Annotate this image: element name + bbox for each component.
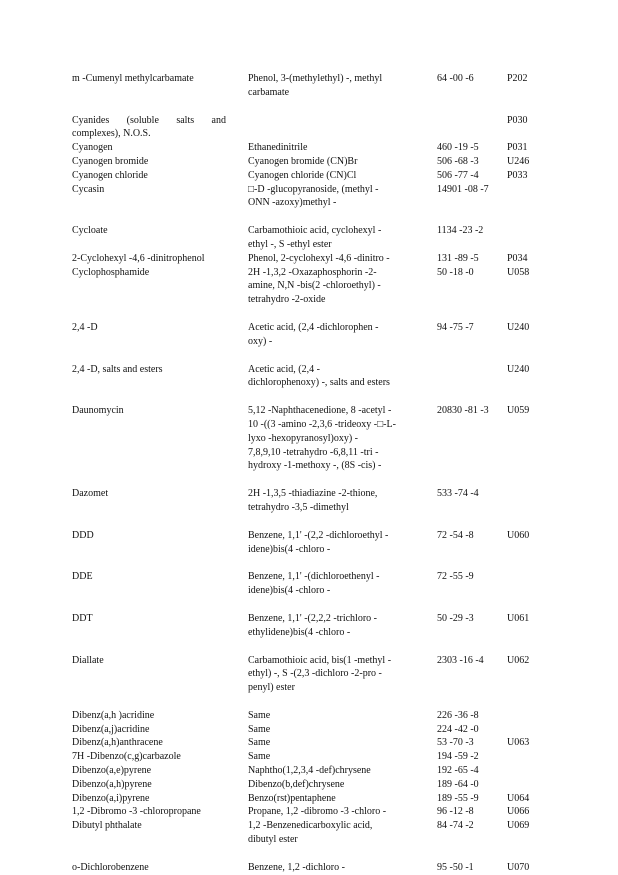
table-row bbox=[72, 487, 552, 515]
cas-number-cell: 95 -50 -1 bbox=[437, 861, 474, 873]
waste-code-cell: U064 bbox=[507, 792, 530, 804]
table-row bbox=[72, 764, 552, 778]
table-row bbox=[72, 736, 552, 750]
cas-number-cell: 194 -59 -2 bbox=[437, 751, 479, 763]
cas-number-cell: 20830 -81 -3 bbox=[437, 405, 489, 417]
table-row bbox=[72, 321, 552, 349]
table-row bbox=[72, 654, 552, 695]
chemical-name-cell: Cyanogen chloride (CN)Cl bbox=[248, 169, 357, 181]
waste-code-cell: U060 bbox=[507, 529, 530, 541]
chemical-name-cell: Benzene, 1,1' -(2,2,2 -trichloro - ethylidene)bis(4 -chloro - bbox=[248, 612, 377, 638]
common-name-cell: 2,4 -D bbox=[72, 321, 98, 333]
table-row bbox=[72, 224, 552, 252]
common-name-cell: 7H -Dibenzo(c,g)carbazole bbox=[72, 751, 181, 763]
chemical-name-cell: Dibenzo(b,def)chrysene bbox=[248, 778, 345, 790]
common-name-cell: Dibenzo(a,i)pyrene bbox=[72, 792, 150, 804]
table-row bbox=[72, 266, 552, 307]
chemical-name-cell: Benzene, 1,2 -dichloro - bbox=[248, 861, 345, 873]
cas-number-cell: 50 -18 -0 bbox=[437, 266, 474, 278]
table-row bbox=[72, 805, 552, 819]
table-row bbox=[72, 778, 552, 792]
common-name-cell: Dibenz(a,h)anthracene bbox=[72, 737, 163, 749]
waste-code-cell: U061 bbox=[507, 612, 530, 624]
waste-code-cell: U240 bbox=[507, 363, 530, 375]
table-row bbox=[72, 750, 552, 764]
chemical-name-cell: Carbamothioic acid, bis(1 -methyl - ethyl) -, S -(2,3 -dichloro -2-pro - penyl) ester bbox=[248, 654, 392, 694]
common-name-cell: Cycloate bbox=[72, 225, 108, 237]
waste-code-cell: U066 bbox=[507, 806, 530, 818]
table-row bbox=[72, 792, 552, 806]
table-row bbox=[72, 169, 552, 183]
hazardous-waste-table bbox=[72, 72, 552, 875]
table-row bbox=[72, 252, 552, 266]
chemical-name-cell: 2H -1,3,5 -thiadiazine -2-thione, tetrahydro -3,5 -dimethyl bbox=[248, 488, 378, 513]
cas-number-cell: 224 -42 -0 bbox=[437, 723, 479, 735]
table-row bbox=[72, 723, 552, 737]
cas-number-cell: 96 -12 -8 bbox=[437, 806, 474, 818]
table-row bbox=[72, 819, 552, 847]
table-row bbox=[72, 861, 552, 875]
chemical-name-cell: Naphtho(1,2,3,4 -def)chrysene bbox=[248, 765, 371, 777]
chemical-name-cell: 5,12 -Naphthacenedione, 8 -acetyl - 10 -((3 -amino -2,3,6 -trideoxy -□-L- lyxo -hexopyranosyl)oxy) - 7,8,9,10 -tetrahydro -6,8,11 -tri - hydroxy -1-methoxy -, (8S -cis) - bbox=[248, 405, 396, 472]
cas-number-cell: 506 -68 -3 bbox=[437, 155, 479, 167]
cas-number-cell: 1134 -23 -2 bbox=[437, 225, 484, 237]
chemical-name-cell: 1,2 -Benzenedicarboxylic acid, dibutyl ester bbox=[248, 820, 373, 846]
chemical-name-cell: Same bbox=[248, 751, 271, 763]
waste-code-cell: U069 bbox=[507, 820, 530, 832]
common-name-cell: Diallate bbox=[72, 654, 104, 666]
common-name-cell: m -Cumenyl methylcarbamate bbox=[72, 73, 194, 84]
common-name-cell: Dibenz(a,j)acridine bbox=[72, 723, 150, 735]
waste-code-cell: P033 bbox=[507, 169, 528, 181]
waste-code-cell: U246 bbox=[507, 155, 530, 167]
chemical-name-cell: Phenol, 2-cyclohexyl -4,6 -dinitro - bbox=[248, 252, 390, 264]
waste-code-cell: U070 bbox=[507, 861, 530, 873]
chemical-name-cell: □-D -glucopyranoside, (methyl - ONN -azoxy)methyl - bbox=[248, 183, 379, 209]
table-row bbox=[72, 114, 552, 142]
chemical-name-cell: Benzene, 1,1' -(dichloroethenyl - idene)bis(4 -chloro - bbox=[248, 571, 380, 597]
table-row bbox=[72, 404, 552, 473]
waste-code-cell: P030 bbox=[507, 114, 528, 126]
chemical-name-cell: Phenol, 3-(methylethyl) -, methyl carbamate bbox=[248, 73, 383, 98]
common-name-cell: Cycasin bbox=[72, 183, 105, 195]
common-name-cell: 1,2 -Dibromo -3 -chloropropane bbox=[72, 806, 201, 818]
cas-number-cell: 72 -54 -8 bbox=[437, 529, 474, 541]
waste-code-cell: P031 bbox=[507, 142, 528, 154]
cas-number-cell: 131 -89 -5 bbox=[437, 252, 479, 264]
common-name-cell: Cyanogen bromide bbox=[72, 155, 149, 167]
cas-number-cell: 94 -75 -7 bbox=[437, 321, 474, 333]
chemical-name-cell: Same bbox=[248, 709, 271, 721]
common-name-cell: DDT bbox=[72, 612, 93, 624]
table-row bbox=[72, 570, 552, 598]
common-name-cell: 2-Cyclohexyl -4,6 -dinitrophenol bbox=[72, 252, 205, 264]
common-name-cell: Dibenzo(a,h)pyrene bbox=[72, 778, 152, 790]
common-name-cell: DDD bbox=[72, 529, 94, 541]
chemical-name-cell: Ethanedinitrile bbox=[248, 142, 308, 154]
table-row bbox=[72, 363, 552, 391]
common-name-cell: Cyclophosphamide bbox=[72, 266, 150, 278]
chemical-name-cell: Cyanogen bromide (CN)Br bbox=[248, 155, 358, 167]
cas-number-cell: 53 -70 -3 bbox=[437, 737, 474, 749]
table-row bbox=[72, 612, 552, 640]
cas-number-cell: 14901 -08 -7 bbox=[437, 183, 489, 195]
chemical-name-cell: Benzo(rst)pentaphene bbox=[248, 792, 336, 804]
cas-number-cell: 189 -55 -9 bbox=[437, 792, 479, 804]
table-row bbox=[72, 183, 552, 211]
chemical-name-cell: Benzene, 1,1' -(2,2 -dichloroethyl - idene)bis(4 -chloro - bbox=[248, 529, 389, 555]
chemical-name-cell: Acetic acid, (2,4 - dichlorophenoxy) -, salts and esters bbox=[248, 363, 390, 389]
common-name-cell: Dibutyl phthalate bbox=[72, 820, 142, 832]
common-name-cell: Cyanogen bbox=[72, 142, 113, 154]
common-name-cell: Cyanides (soluble salts and complexes), N.O.S. bbox=[72, 114, 226, 140]
common-name-cell: 2,4 -D, salts and esters bbox=[72, 363, 163, 375]
common-name-cell: DDE bbox=[72, 571, 93, 583]
table-row bbox=[72, 72, 552, 100]
common-name-cell: Cyanogen chloride bbox=[72, 169, 148, 181]
cas-number-cell: 460 -19 -5 bbox=[437, 142, 479, 154]
cas-number-cell: 192 -65 -4 bbox=[437, 765, 479, 777]
common-name-cell: Dibenz(a,h )acridine bbox=[72, 709, 155, 721]
waste-code-cell: P034 bbox=[507, 252, 528, 264]
waste-code-cell: U063 bbox=[507, 737, 530, 749]
waste-code-cell: U059 bbox=[507, 405, 530, 417]
cas-number-cell: 64 -00 -6 bbox=[437, 73, 474, 84]
cas-number-cell: 533 -74 -4 bbox=[437, 488, 479, 500]
cas-number-cell: 84 -74 -2 bbox=[437, 820, 474, 832]
cas-number-cell: 2303 -16 -4 bbox=[437, 654, 484, 666]
waste-code-cell: P202 bbox=[507, 73, 528, 84]
common-name-cell: o-Dichlorobenzene bbox=[72, 861, 149, 873]
common-name-cell: Dazomet bbox=[72, 488, 109, 500]
chemical-name-cell: Carbamothioic acid, cyclohexyl - ethyl -, S -ethyl ester bbox=[248, 225, 382, 250]
chemical-name-cell: Propane, 1,2 -dibromo -3 -chloro - bbox=[248, 806, 387, 818]
chemical-name-cell: Acetic acid, (2,4 -dichlorophen - oxy) - bbox=[248, 321, 379, 347]
table-row bbox=[72, 155, 552, 169]
common-name-cell: Dibenzo(a,e)pyrene bbox=[72, 765, 152, 777]
waste-code-cell: U240 bbox=[507, 321, 530, 333]
table-row bbox=[72, 709, 552, 723]
table-row bbox=[72, 141, 552, 155]
waste-code-cell: U062 bbox=[507, 654, 530, 666]
cas-number-cell: 189 -64 -0 bbox=[437, 778, 479, 790]
cas-number-cell: 506 -77 -4 bbox=[437, 169, 479, 181]
table-row bbox=[72, 529, 552, 557]
cas-number-cell: 72 -55 -9 bbox=[437, 571, 474, 583]
cas-number-cell: 50 -29 -3 bbox=[437, 612, 474, 624]
chemical-name-cell: Same bbox=[248, 723, 271, 735]
cas-number-cell: 226 -36 -8 bbox=[437, 709, 479, 721]
chemical-name-cell: Same bbox=[248, 737, 271, 749]
chemical-name-cell: 2H -1,3,2 -Oxazaphosphorin -2- amine, N,N -bis(2 -chloroethyl) - tetrahydro -2-oxide bbox=[248, 266, 381, 306]
common-name-cell: Daunomycin bbox=[72, 405, 124, 417]
waste-code-cell: U058 bbox=[507, 266, 530, 278]
